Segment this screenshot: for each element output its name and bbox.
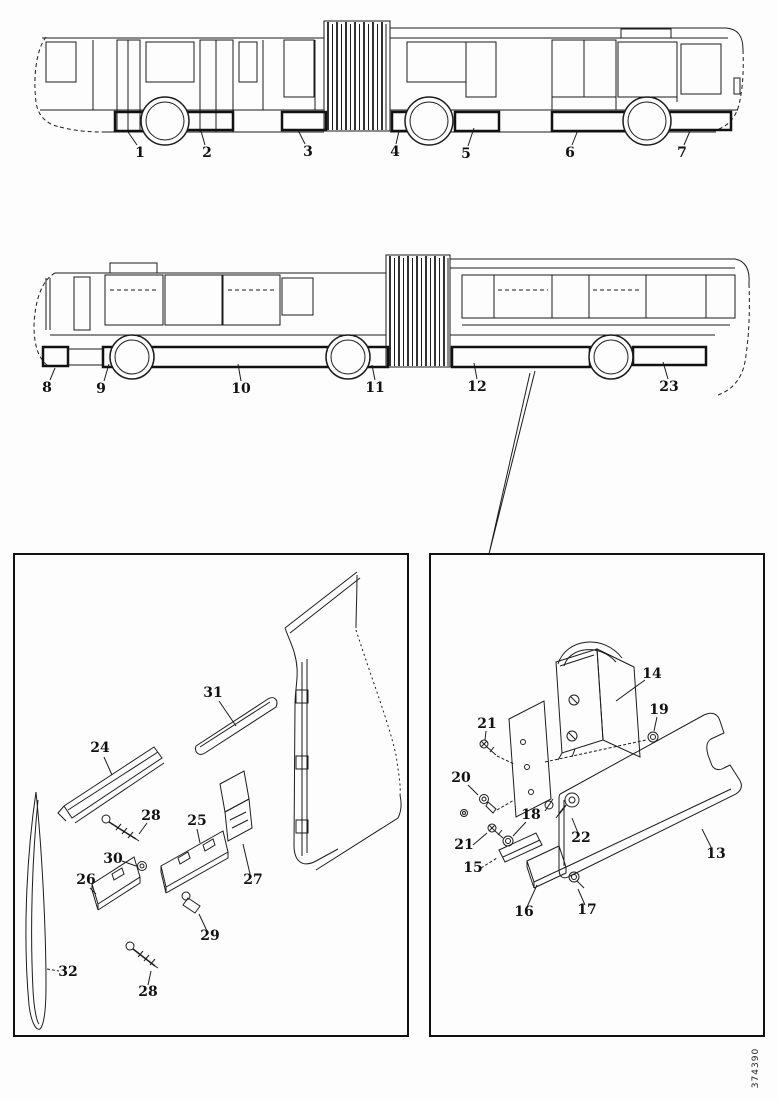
callout-27 [243, 844, 263, 888]
callout-24 [90, 740, 112, 775]
callout-22 [571, 818, 590, 846]
callout-15-label: 15 [463, 860, 483, 876]
articulation-bellows-bottom [386, 255, 450, 367]
detail-frame-right [430, 554, 764, 1036]
callout-23 [659, 362, 678, 395]
detail-leader-line [489, 371, 535, 554]
callout-6-label: 6 [565, 145, 575, 161]
callout-17-label: 17 [577, 902, 597, 918]
callout-14 [616, 666, 662, 701]
windows-front-section [74, 275, 313, 330]
part-21-screw-b [488, 824, 503, 838]
callout-15 [463, 858, 497, 876]
callout-28-label: 28 [141, 808, 161, 824]
callout-20 [451, 770, 478, 795]
callout-10 [231, 364, 251, 397]
part-21-screw-a [480, 740, 496, 755]
callout-4 [390, 131, 400, 160]
callout-21b [454, 833, 487, 853]
articulation-bellows-top [324, 21, 390, 131]
callout-26-label: 26 [76, 872, 96, 888]
callout-18-label: 18 [521, 807, 541, 823]
callout-5 [461, 128, 474, 162]
callout-5-label: 5 [461, 146, 471, 162]
rear-outline [735, 259, 749, 284]
callout-24-label: 24 [90, 740, 110, 756]
callout-31-label: 31 [203, 685, 223, 701]
mounting-plate [509, 701, 551, 817]
callout-21b-label: 21 [454, 837, 474, 853]
detail-box-left [14, 554, 408, 1036]
skirt-panels-rear [452, 347, 706, 367]
sidewall-section [285, 572, 401, 870]
drawing-number: 374390 [751, 1047, 761, 1089]
part-28-screw-a [102, 815, 139, 841]
callout-11 [365, 365, 384, 396]
callout-19 [649, 702, 668, 731]
callout-9-label: 9 [96, 381, 106, 397]
callout-32 [47, 964, 78, 980]
part-14-holder-bracket [556, 642, 640, 760]
callout-1 [128, 132, 145, 161]
callout-25 [187, 813, 206, 843]
part-30-nut [138, 862, 147, 871]
callout-1-label: 1 [135, 145, 145, 161]
callout-4-label: 4 [390, 144, 400, 160]
callout-20-label: 20 [451, 770, 471, 786]
part-32-trim-strip [26, 792, 46, 1029]
callout-7 [677, 131, 690, 161]
callout-18 [513, 807, 541, 836]
callout-8-label: 8 [42, 380, 52, 396]
roof-hatch [621, 29, 671, 38]
callout-3-label: 3 [303, 144, 313, 160]
callout-13-label: 13 [706, 846, 726, 862]
callout-26 [76, 872, 96, 894]
windows-rear-section [407, 40, 721, 110]
callout-23-label: 23 [659, 379, 679, 395]
part-15-bracket [499, 833, 542, 862]
callout-9 [96, 364, 109, 397]
windows-rear-section [462, 275, 735, 325]
callout-29-label: 29 [200, 928, 220, 944]
skirt-panel-8 [43, 347, 68, 366]
callout-28b-label: 28 [138, 984, 158, 1000]
skirt-panel-23 [633, 347, 706, 365]
callout-29 [199, 914, 220, 944]
part-17-plug [569, 872, 584, 888]
callout-2 [201, 131, 212, 161]
callout-13 [702, 829, 726, 862]
callout-2-label: 2 [202, 145, 212, 161]
callout-22-label: 22 [571, 830, 591, 846]
callout-3 [298, 130, 313, 160]
skirt-panel-5 [455, 112, 499, 131]
callout-32-label: 32 [58, 964, 78, 980]
bus-right-side-view [35, 21, 743, 162]
rear-light [734, 78, 740, 94]
assembly-axis [497, 800, 514, 810]
rear-outline [726, 28, 743, 50]
callout-11-label: 11 [365, 380, 385, 396]
callout-30-label: 30 [103, 851, 123, 867]
callout-8 [42, 368, 55, 396]
skirt-panel-6 [552, 112, 626, 131]
skirt-panel-12 [452, 347, 590, 367]
part-16-plate [527, 846, 566, 888]
skirt-panel-3 [282, 112, 326, 130]
part-31-molding [196, 698, 277, 755]
wheels-side-view [110, 335, 633, 379]
callout-17 [577, 889, 596, 918]
callout-16-label: 16 [514, 904, 534, 920]
callout-10-label: 10 [231, 381, 251, 397]
callout-19-label: 19 [649, 702, 669, 718]
callout-14-label: 14 [642, 666, 662, 682]
callout-25-label: 25 [187, 813, 207, 829]
callout-7-label: 7 [677, 145, 687, 161]
callout-28b [138, 971, 157, 1000]
assembly-axis [545, 740, 646, 762]
bus-left-side-view [34, 255, 749, 554]
callout-27-label: 27 [243, 872, 263, 888]
wheels-top-view [141, 97, 671, 145]
roof-hatch [110, 263, 157, 273]
skirt-panel-2 [187, 112, 233, 130]
callout-16 [514, 885, 537, 920]
callout-31 [203, 685, 236, 726]
part-27-bracket [220, 771, 252, 841]
front-outline-dashed [34, 273, 55, 366]
part-20-rivet [461, 795, 497, 817]
callout-28 [139, 808, 161, 834]
callout-21 [477, 716, 496, 740]
callout-6 [565, 130, 578, 161]
part-25-plate [161, 831, 228, 893]
callout-12-label: 12 [467, 379, 487, 395]
part-19-nut [648, 732, 658, 742]
part-28-screw-b [126, 942, 158, 968]
callout-21-label: 21 [477, 716, 497, 732]
detail-box-right [430, 554, 764, 1036]
part-29-plug [182, 892, 200, 913]
